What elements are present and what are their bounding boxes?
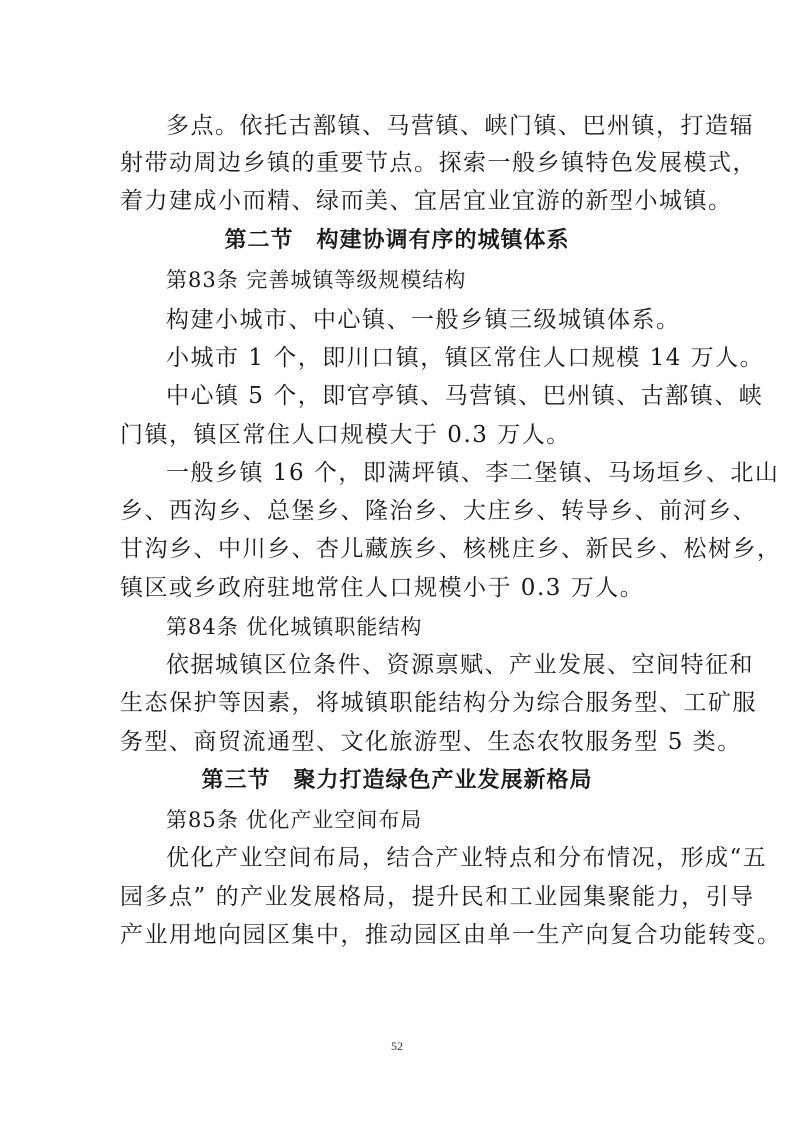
body-text-line: 园多点” 的产业发展格局，提升民和工业园集聚能力，引导: [120, 884, 755, 910]
body-text-line: 门镇，镇区常住人口规模大于 0.3 万人。: [120, 422, 571, 448]
body-text-line: 构建小城市、中心镇、一般乡镇三级城镇体系。: [166, 307, 681, 333]
body-text-line: 中心镇 5 个，即官亭镇、马营镇、巴州镇、古鄯镇、峡: [166, 383, 764, 409]
body-text-line: 小城市 1 个，即川口镇，镇区常住人口规模 14 万人。: [166, 345, 765, 371]
body-text-line: 生态保护等因素，将城镇职能结构分为综合服务型、工矿服: [120, 690, 757, 716]
section-heading: 第二节 构建协调有序的城镇体系: [224, 228, 570, 253]
page-number: 52: [391, 1039, 403, 1053]
article-title: 第84条 优化城镇职能结构: [166, 615, 423, 639]
body-text-line: 多点。依托古鄯镇、马营镇、峡门镇、巴州镇，打造辐: [166, 113, 754, 139]
article-title: 第85条 优化产业空间布局: [166, 808, 423, 832]
body-text-line: 务型、商贸流通型、文化旅游型、生态农牧服务型 5 类。: [120, 729, 742, 755]
body-text-line: 优化产业空间布局，结合产业特点和分布情况，形成“五: [166, 845, 768, 871]
body-text-line: 产业用地向园区集中，推动园区由单一生产向复合功能转变。: [120, 922, 782, 948]
body-text-line: 一般乡镇 16 个，即满坪镇、李二堡镇、马场垣乡、北山: [166, 460, 780, 486]
body-text-line: 甘沟乡、中川乡、杏儿藏族乡、核桃庄乡、新民乡、松树乡，: [120, 536, 782, 562]
section-heading: 第三节 聚力打造绿色产业发展新格局: [201, 768, 593, 793]
body-text-line: 射带动周边乡镇的重要节点。探索一般乡镇特色发展模式，: [120, 150, 757, 176]
body-text-line: 依据城镇区位条件、资源禀赋、产业发展、空间特征和: [166, 652, 754, 678]
article-title: 第83条 完善城镇等级规模结构: [166, 268, 467, 292]
body-text-line: 乡、西沟乡、总堡乡、隆治乡、大庄乡、转导乡、前河乡、: [120, 498, 757, 524]
body-text-line: 着力建成小而精、绿而美、宜居宜业宜游的新型小城镇。: [120, 188, 733, 214]
body-text-line: 镇区或乡政府驻地常住人口规模小于 0.3 万人。: [120, 575, 645, 601]
